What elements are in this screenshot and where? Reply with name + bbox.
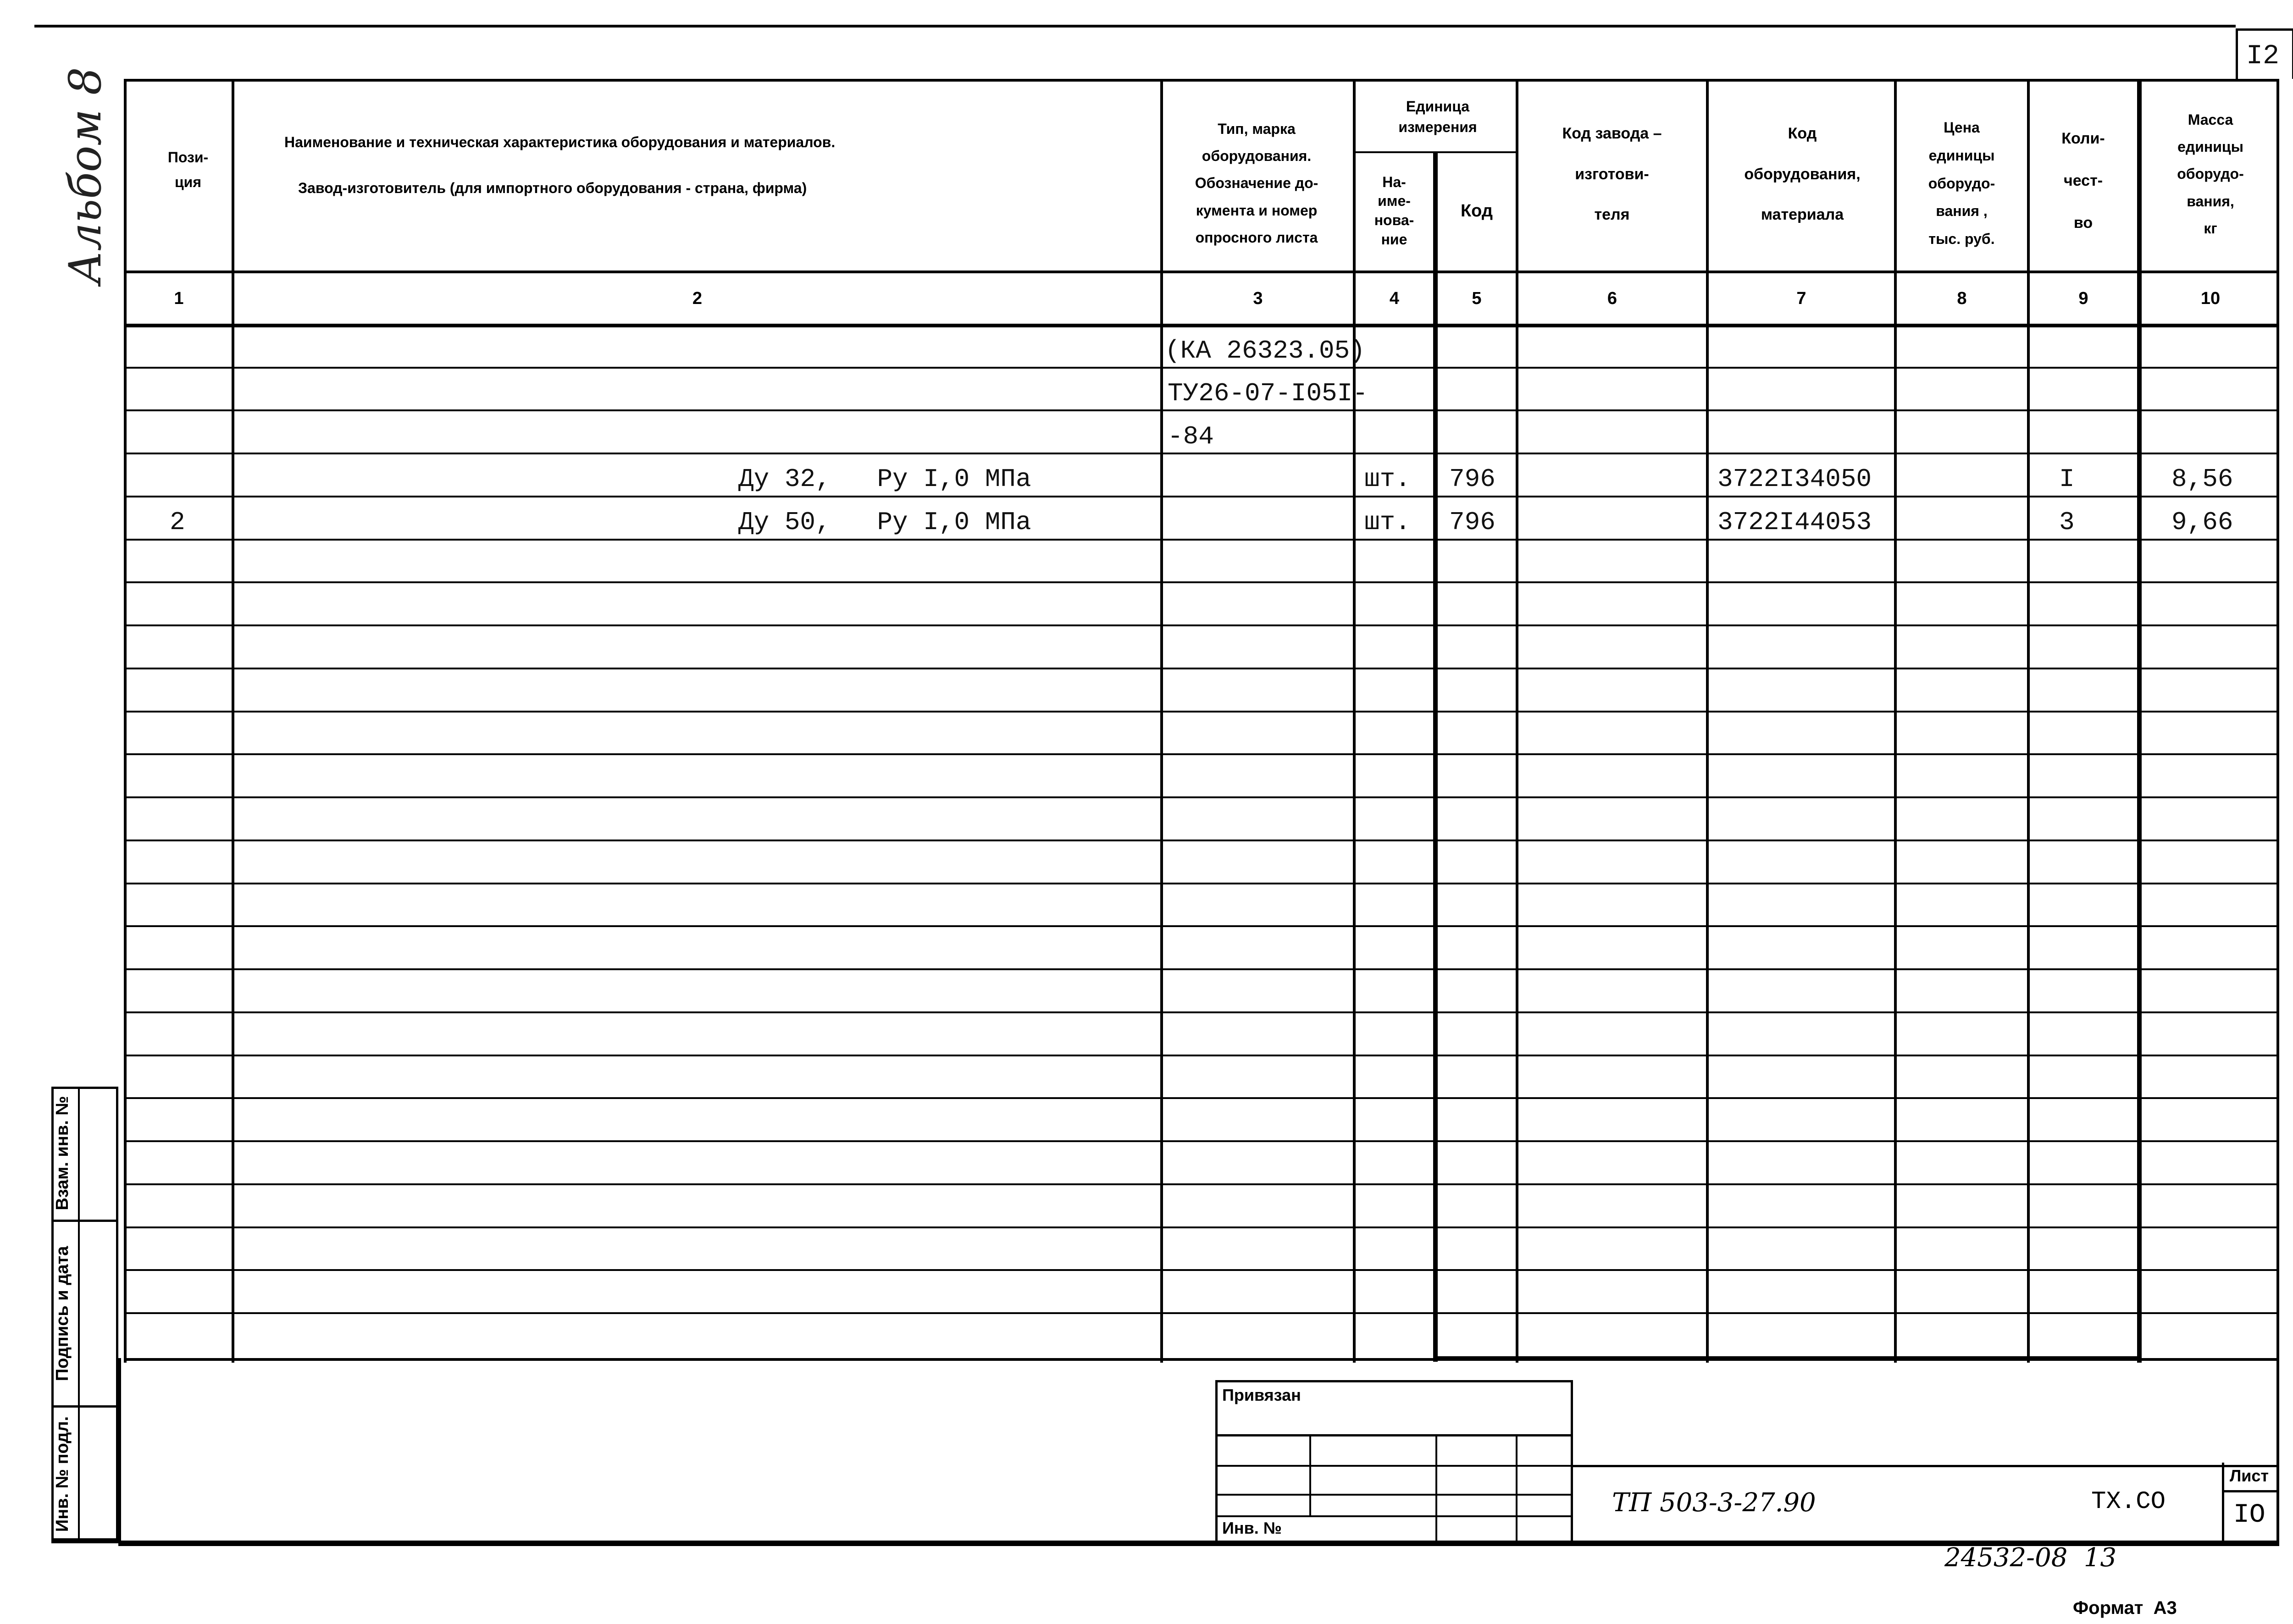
- side-stamp-sign-date: Подпись и дата: [53, 1246, 72, 1381]
- row4-quantity: I: [2059, 464, 2075, 494]
- colnum-8: 8: [1957, 288, 1967, 308]
- row4-mass: 8,56: [2171, 464, 2233, 494]
- col-divider-9: [2137, 79, 2142, 1363]
- row5-position: 2: [170, 508, 185, 537]
- col-divider-4: [1433, 151, 1438, 1362]
- header-unit-measure: Единица измерения: [1398, 98, 1477, 135]
- header-unit-price: Цена единицы оборудо- вания , тыс. руб.: [1928, 119, 1995, 248]
- header-unit-mass: Масса единицы оборудо- вания, кг: [2177, 111, 2244, 237]
- colnum-1: 1: [174, 288, 184, 308]
- side-stamp-inv-orig: Инв. № подл.: [53, 1416, 72, 1532]
- header-factory-code: Код завода – изготови- теля: [1562, 125, 1662, 224]
- attached-col-line-1: [1309, 1434, 1311, 1517]
- colnum-10: 10: [2200, 288, 2221, 308]
- inv-no-label: Инв. №: [1222, 1519, 1282, 1537]
- row1-type: (КА 26323.05): [1165, 336, 1365, 365]
- col-divider-1: [232, 79, 234, 1363]
- colnum-bottom-line: [124, 324, 2279, 327]
- side-stamp-inner-line: [78, 1087, 80, 1541]
- attached-label: Привязан: [1222, 1386, 1301, 1404]
- colnum-4: 4: [1389, 288, 1400, 308]
- col-divider-3: [1353, 79, 1356, 1363]
- header-name-line1: Наименование и техническая характеристика оборудования и материалов.: [284, 133, 836, 150]
- top-border-line: [34, 25, 2236, 28]
- col-divider-6: [1706, 79, 1709, 1363]
- header-type: Тип, марка оборудования. Обозначение до- кумента и номер опросного листа: [1195, 121, 1318, 246]
- row5-unit: шт.: [1364, 508, 1411, 537]
- attached-col-line-2: [1435, 1434, 1437, 1543]
- sheet-box-divider: [2222, 1490, 2279, 1492]
- col-divider-5: [1516, 79, 1518, 1363]
- row5-mass: 9,66: [2171, 508, 2233, 537]
- colnum-5: 5: [1472, 288, 1482, 308]
- archive-number: 24532-08 13: [1944, 1543, 2117, 1573]
- attached-row-line-1: [1215, 1434, 1573, 1436]
- header-name-line2: Завод-изготовитель (для импортного оборудования - страна, фирма): [298, 179, 807, 196]
- bottom-frame-left: [118, 1358, 121, 1546]
- doc-mark: ТХ.СО: [2091, 1488, 2166, 1516]
- attached-row-line-3: [1215, 1494, 1573, 1496]
- row5-quantity: 3: [2059, 508, 2075, 537]
- row4-name: Ду 32, Ру I,0 МПа: [738, 464, 1031, 494]
- colnum-9: 9: [2078, 288, 2088, 308]
- attached-col-line-3: [1516, 1434, 1518, 1543]
- album-label: Альбом 8: [60, 67, 111, 284]
- bottom-frame: [118, 1358, 2279, 1546]
- format-label: Формат А3: [2073, 1598, 2177, 1618]
- row4-unit: шт.: [1364, 464, 1411, 494]
- doc-code: ТП 503-3-27.90: [1612, 1488, 1816, 1518]
- header-position-label: Пози- ция: [167, 149, 209, 190]
- header-unit-code: Код: [1460, 201, 1493, 221]
- row4-code: 796: [1449, 464, 1495, 494]
- row3-type: -84: [1168, 422, 1214, 451]
- colnum-3: 3: [1253, 288, 1263, 308]
- col-divider-7: [1894, 79, 1897, 1363]
- colnum-7: 7: [1796, 288, 1806, 308]
- header-equipment-code: Код оборудования, материала: [1744, 125, 1861, 224]
- row5-equipment-code: 3722I44053: [1717, 508, 1872, 537]
- side-stamp-replace-inv: Взам. инв. №: [53, 1096, 72, 1210]
- header-unit-name: На- име- нова- ние: [1374, 173, 1414, 248]
- doc-row-top-line: [1573, 1465, 2279, 1467]
- row2-type: ТУ26-07-I05I-: [1168, 379, 1368, 408]
- attached-row-line-2: [1215, 1465, 1573, 1467]
- colnum-6: 6: [1607, 288, 1617, 308]
- top-sheet-number: I2: [2246, 41, 2280, 72]
- colnum-2: 2: [692, 288, 703, 308]
- sheet-label: Лист: [2230, 1466, 2269, 1485]
- col-divider-8: [2027, 79, 2030, 1363]
- row4-equipment-code: 3722I34050: [1717, 464, 1872, 494]
- header-quantity: Коли- чест- во: [2061, 130, 2105, 232]
- col-divider-2: [1160, 79, 1163, 1363]
- attached-row-line-4: [1215, 1515, 1573, 1517]
- row5-name: Ду 50, Ру I,0 МПа: [738, 508, 1031, 537]
- row5-code: 796: [1449, 508, 1495, 537]
- sheet-number: IО: [2233, 1500, 2265, 1530]
